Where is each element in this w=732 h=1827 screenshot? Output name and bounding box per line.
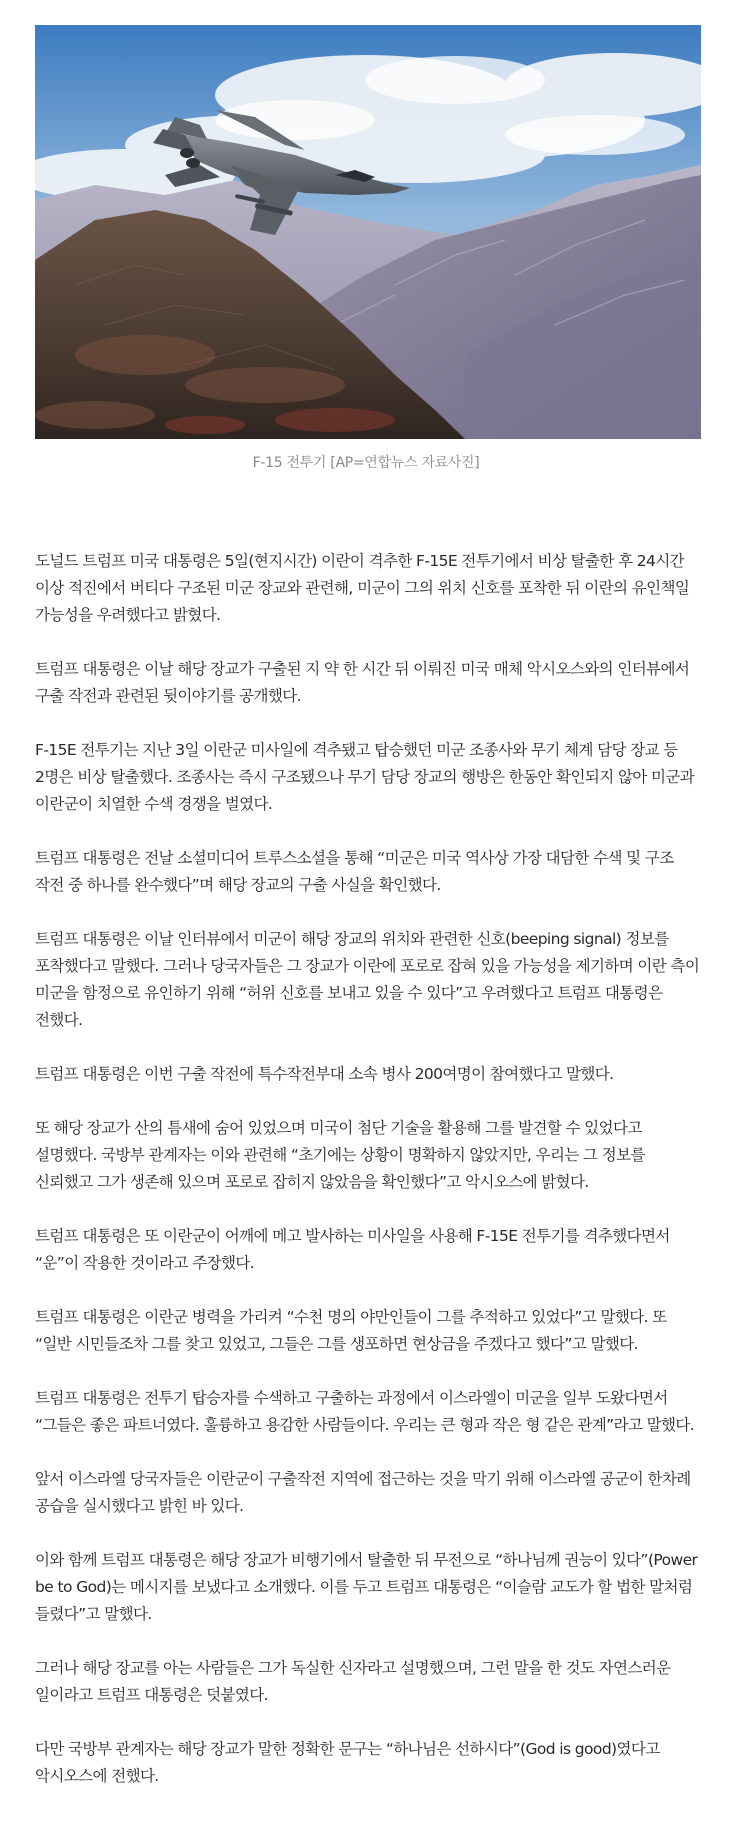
article-paragraph: 트럼프 대통령은 이날 인터뷰에서 미군이 해당 장교의 위치와 관련한 신호(beeping signal) 정보를 포착했다고 말했다. 그러나 당국자들은 그 장교가 이란에 포로로 잡혀 있을 가능성을 제기하며 이란 측이 미군을 함정으로 유인하기 위해 “허위 신호를 보내고 있을 수 있다”고 우려했다고 트럼프 대통령은 전했다.	[35, 930, 700, 1029]
photo-caption: F-15 전투기 [AP=연합뉴스 자료사진]	[252, 455, 480, 471]
article-paragraph: 도널드 트럼프 미국 대통령은 5일(현지시간) 이란이 격추한 F-15E 전투기에서 비상 탈출한 후 24시간 이상 적진에서 버티다 구조된 미군 장교와 관련해, 미군이 그의 위치 신호를 포착한 뒤 이란의 유인책일 가능성을 우려했다고 밝혔다.	[35, 552, 690, 624]
article-paragraph: 다만 국방부 관계자는 해당 장교가 말한 정확한 문구는 “하나님은 선하시다”(God is good)였다고 악시오스에 전했다.	[35, 1740, 660, 1785]
f15-jet-image	[35, 25, 701, 439]
article-paragraph: 트럼프 대통령은 이번 구출 작전에 특수작전부대 소속 병사 200여명이 참여했다고 말했다.	[35, 1065, 614, 1083]
article-paragraph: 이와 함께 트럼프 대통령은 해당 장교가 비행기에서 탈출한 뒤 무전으로 “하나님께 권능이 있다”(Power be to God)는 메시지를 보냈다고 소개했다. 이를 두고 트럼프 대통령은 “이슬람 교도가 할 법한 말처럼 들렸다”고 말했다.	[35, 1551, 698, 1623]
article-body	[35, 548, 701, 1817]
article-paragraph: 트럼프 대통령은 이란군 병력을 가리켜 “수천 명의 야만인들이 그를 추적하고 있었다”고 말했다. 또 “일반 시민들조차 그를 찾고 있었고, 그들은 그를 생포하면 현상금을 주겠다고 했다”고 말했다.	[35, 1308, 667, 1353]
article-paragraph: F-15E 전투기는 지난 3일 이란군 미사일에 격추됐고 탑승했던 미군 조종사와 무기 체계 담당 장교 등 2명은 비상 탈출했다. 조종사는 즉시 구조됐으나 무기 담당 장교의 행방은 한동안 확인되지 않아 미군과 이란군이 치열한 수색 경쟁을 벌였다.	[35, 741, 695, 813]
article-paragraph: 트럼프 대통령은 전투기 탑승자를 수색하고 구출하는 과정에서 이스라엘이 미군을 일부 도왔다면서 “그들은 좋은 파트너였다. 훌륭하고 용감한 사람들이다. 우리는 큰 형과 작은 형 같은 관계”라고 말했다.	[35, 1389, 695, 1434]
article-paragraph: 또 해당 장교가 산의 틈새에 숨어 있었으며 미국이 첨단 기술을 활용해 그를 발견할 수 있었다고 설명했다. 국방부 관계자는 이와 관련해 “초기에는 상황이 명확하지 않았지만, 우리는 그 정보를 신뢰했고 그가 생존해 있으며 포로로 잡히지 않았음을 확인했다”고 악시오스에 밝혔다.	[35, 1119, 645, 1191]
article-paragraph: 트럼프 대통령은 또 이란군이 어깨에 메고 발사하는 미사일을 사용해 F-15E 전투기를 격추했다면서 “운”이 작용한 것이라고 주장했다.	[35, 1227, 670, 1272]
article-paragraph: 그러나 해당 장교를 아는 사람들은 그가 독실한 신자라고 설명했으며, 그런 말을 한 것도 자연스러운 일이라고 트럼프 대통령은 덧붙였다.	[35, 1659, 671, 1704]
article-photo	[35, 25, 701, 439]
article-paragraph: 앞서 이스라엘 당국자들은 이란군이 구출작전 지역에 접근하는 것을 막기 위해 이스라엘 공군이 한차례 공습을 실시했다고 밝힌 바 있다.	[35, 1470, 691, 1515]
article-paragraph: 트럼프 대통령은 이날 해당 장교가 구출된 지 약 한 시간 뒤 이뤄진 미국 매체 악시오스와의 인터뷰에서 구출 작전과 관련된 뒷이야기를 공개했다.	[35, 660, 690, 705]
article-paragraph: 트럼프 대통령은 전날 소셜미디어 트루스소셜을 통해 “미군은 미국 역사상 가장 대담한 수색 및 구조 작전 중 하나를 완수했다”며 해당 장교의 구출 사실을 확인했다.	[35, 849, 674, 894]
